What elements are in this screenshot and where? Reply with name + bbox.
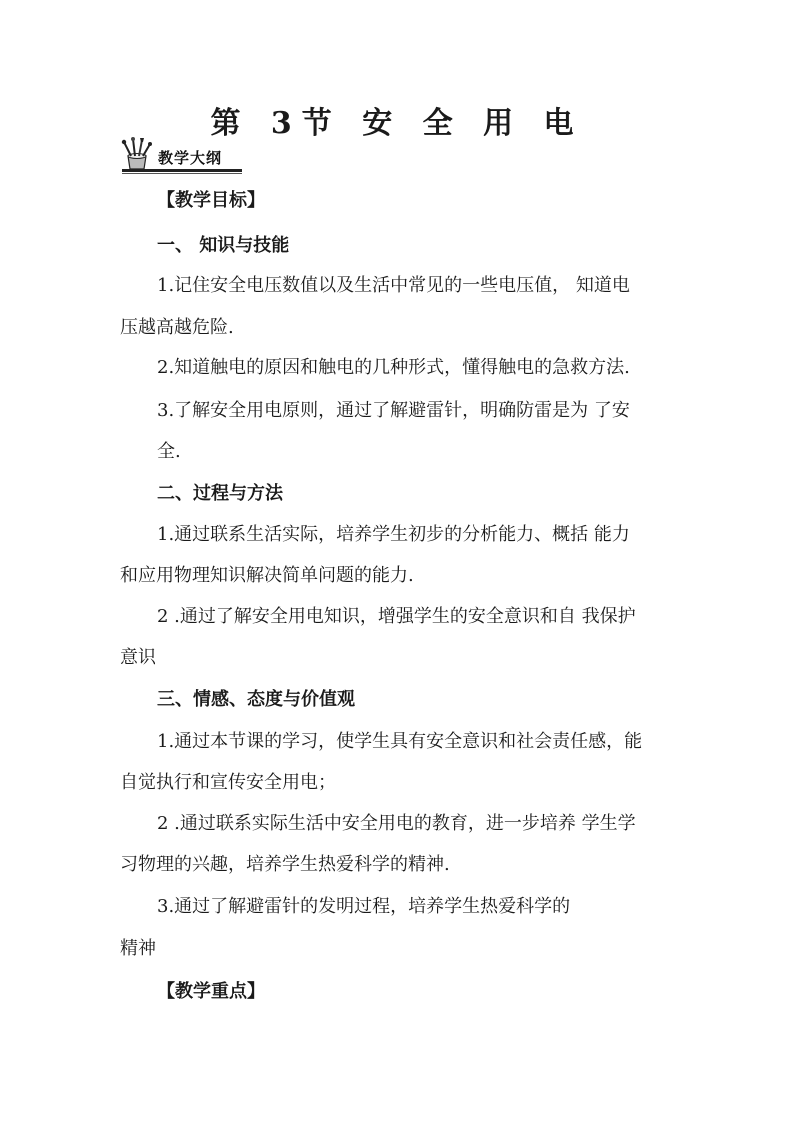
page-title: 第 3节 安 全 用 电 [210,106,584,141]
emotion-item-3-line-1: 3.通过了解避雷针的发明过程，培养学生热爱科学的 [157,896,571,917]
knowledge-item-2: 2.知道触电的原因和触电的几种形式，懂得触电的急救方法. [157,357,630,378]
section-objectives-heading: 【教学目标】 [157,190,265,211]
outline-label: 教学大纲 [158,149,223,167]
process-item-2-line-1: 2 .通过了解安全用电知识，增强学生的安全意识和自 我保护 [157,606,636,627]
knowledge-item-3-line-1: 3.了解安全用电原则，通过了解避雷针，明确防雷是为 了安 [157,400,630,421]
emotion-item-3-line-2: 精神 [120,938,156,959]
process-item-1-line-1: 1.通过联系生活实际，培养学生初步的分析能力、概括 能力 [157,524,630,545]
heading-process-method: 二、过程与方法 [157,483,283,504]
emotion-item-1-line-1: 1.通过本节课的学习，使学生具有安全意识和社会责任感，能 [157,731,643,752]
process-item-1-line-2: 和应用物理知识解决简单问题的能力. [120,565,414,586]
heading-knowledge-skills: 一、 知识与技能 [157,235,290,256]
emotion-item-2-line-1: 2 .通过联系实际生活中安全用电的教育，进一步培养 学生学 [157,813,636,834]
emotion-item-1-line-2: 自觉执行和宣传安全用电； [120,772,336,793]
process-item-2-line-2: 意识 [120,647,156,668]
knowledge-item-1-line-1: 1.记住安全电压数值以及生活中常见的一些电压值， 知道电 [157,275,630,296]
section-keypoints-heading: 【教学重点】 [157,981,265,1002]
outline-header [118,136,246,178]
knowledge-item-1-line-2: 压越高越危险. [120,317,234,338]
heading-emotion-values: 三、情感、态度与价值观 [157,689,355,710]
knowledge-item-3-line-2: 全. [157,441,181,462]
emotion-item-2-line-2: 习物理的兴趣，培养学生热爱科学的精神. [120,854,450,875]
